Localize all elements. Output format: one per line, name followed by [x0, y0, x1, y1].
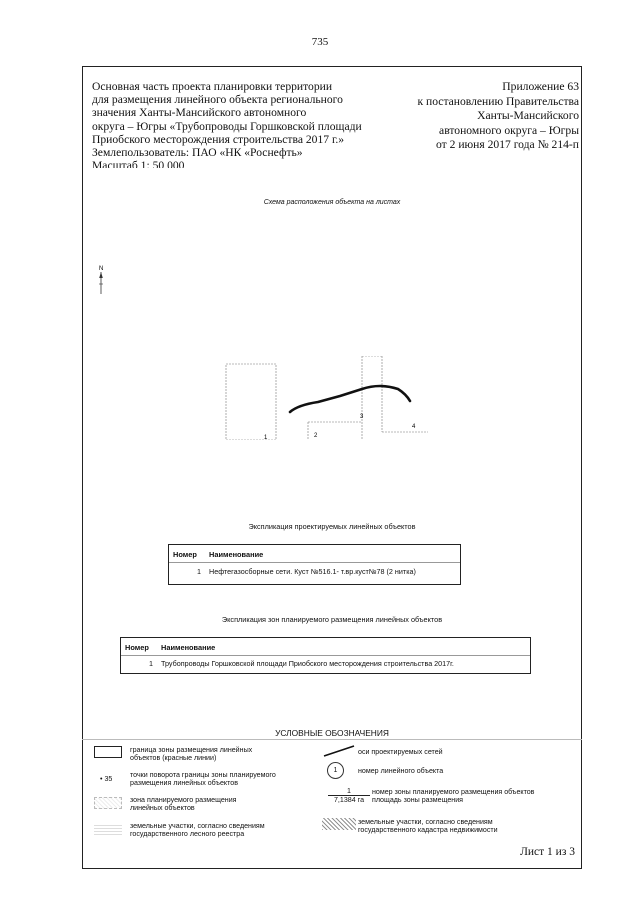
legend-item-zone-number: [372, 788, 534, 805]
turn-point-icon: • 35: [100, 775, 113, 783]
zone-number-symbol: [328, 787, 370, 805]
legend-item-object-number: [358, 767, 443, 775]
col-name-header: Наименование: [209, 550, 264, 559]
legend-text: площадь зоны размещения: [372, 796, 464, 805]
sheet-1-outline: [226, 364, 276, 440]
legend-text: объектов (красные линии): [130, 754, 217, 763]
explication-zones-title: Экспликация зон планируемого размещения линейных объектов: [221, 615, 443, 624]
header-right-line: автономного округа – Югры: [439, 123, 579, 137]
zone-fill-icon: [94, 797, 122, 809]
table-divider: [169, 562, 460, 563]
table-divider: [121, 655, 530, 656]
legend-text: точки поворота границы зоны планируемого: [130, 771, 276, 779]
cadastre-hatch-icon: [322, 818, 356, 830]
sheet-label-3: 3: [360, 414, 364, 420]
header-right-line: к постановлению Правительства: [417, 94, 579, 108]
legend-item-zone: [130, 796, 237, 813]
sheet-number: Лист 1 из 3: [520, 846, 575, 858]
legend-text: зона планируемого размещения: [130, 796, 237, 804]
explication-zones-table: [120, 637, 531, 674]
object-number-icon: 1: [327, 762, 344, 779]
row-number: 1: [197, 567, 201, 576]
scale: Масштаб 1: 50 000: [92, 159, 185, 169]
row-number: 1: [149, 659, 153, 668]
legend-text: линейных объектов: [130, 804, 195, 813]
legend-text: земельные участки, согласно сведениям: [130, 822, 265, 830]
header-left-line: значения Ханты-Мансийского автономного: [92, 106, 307, 120]
legend-text: государственного лесного реестра: [130, 830, 245, 839]
header-left-line: для размещения линейного объекта регионального: [92, 93, 343, 107]
legend-divider: [82, 739, 582, 740]
pipeline-axis: [290, 386, 410, 412]
north-arrow-icon: [96, 262, 106, 296]
sheet-label-1: 1: [264, 435, 268, 440]
header-right-line: Ханты-Мансийского: [477, 109, 579, 122]
legend-item-forest: [130, 822, 265, 839]
decree-date: от 2 июня 2017 года № 214-п: [436, 138, 579, 151]
header-left: [92, 80, 392, 168]
sheet-label-4: 4: [412, 424, 416, 430]
legend-text: государственного кадастра недвижимости: [358, 826, 498, 835]
legend-text: размещения линейных объектов: [130, 779, 238, 788]
sheet-label-2: 2: [314, 433, 318, 439]
row-name: Трубопроводы Горшковской площади Приобского месторождения строительства 2017г.: [161, 659, 454, 668]
scheme-title: Схема расположения объекта на листах: [263, 199, 401, 206]
appendix-number: Приложение 63: [502, 80, 579, 93]
legend-text: земельные участки, согласно сведениям: [358, 818, 493, 826]
col-name-header: Наименование: [161, 643, 216, 652]
col-number-header: Номер: [173, 550, 197, 559]
explication-lines-title: Экспликация проектируемых линейных объектов: [248, 522, 416, 531]
legend-text: номер линейного объекта: [358, 767, 444, 775]
north-label: N: [99, 266, 104, 272]
header-left-line: Приобского месторождения строительства 2017 г.»: [92, 132, 345, 146]
header-right: [385, 80, 579, 153]
legend-text: номер зоны планируемого размещения объектов: [372, 788, 535, 796]
legend-item-boundary: [130, 746, 252, 763]
page-number: 735: [311, 36, 329, 48]
explication-lines-table: [168, 544, 461, 585]
legend-item-turn-points: [130, 771, 276, 788]
row-name: Нефтегазосборные сети. Куст №516.1- т.вр.куст№78 (2 нитка): [209, 567, 416, 576]
header-left-line: Основная часть проекта планировки территории: [92, 80, 333, 93]
legend-title: УСЛОВНЫЕ ОБОЗНАЧЕНИЯ: [275, 728, 389, 738]
land-user: Землепользователь: ПАО «НК «Роснефть»: [92, 146, 303, 160]
legend-text: граница зоны размещения линейных: [130, 746, 253, 754]
col-number-header: Номер: [125, 643, 149, 652]
zone-area: 7,1384 га: [328, 795, 370, 804]
sheet-layout-scheme: [222, 356, 432, 440]
header-left-line: округа – Югры «Трубопроводы Горшковской площади: [92, 119, 362, 133]
network-axis-icon: [322, 744, 356, 758]
red-line-boundary-icon: [94, 746, 122, 758]
forest-registry-icon: [94, 823, 122, 835]
zone-number: 1: [347, 787, 351, 795]
legend-item-axis: [358, 748, 443, 756]
legend-item-cadastre: [358, 818, 498, 835]
legend-text: оси проектируемых сетей: [358, 748, 443, 756]
